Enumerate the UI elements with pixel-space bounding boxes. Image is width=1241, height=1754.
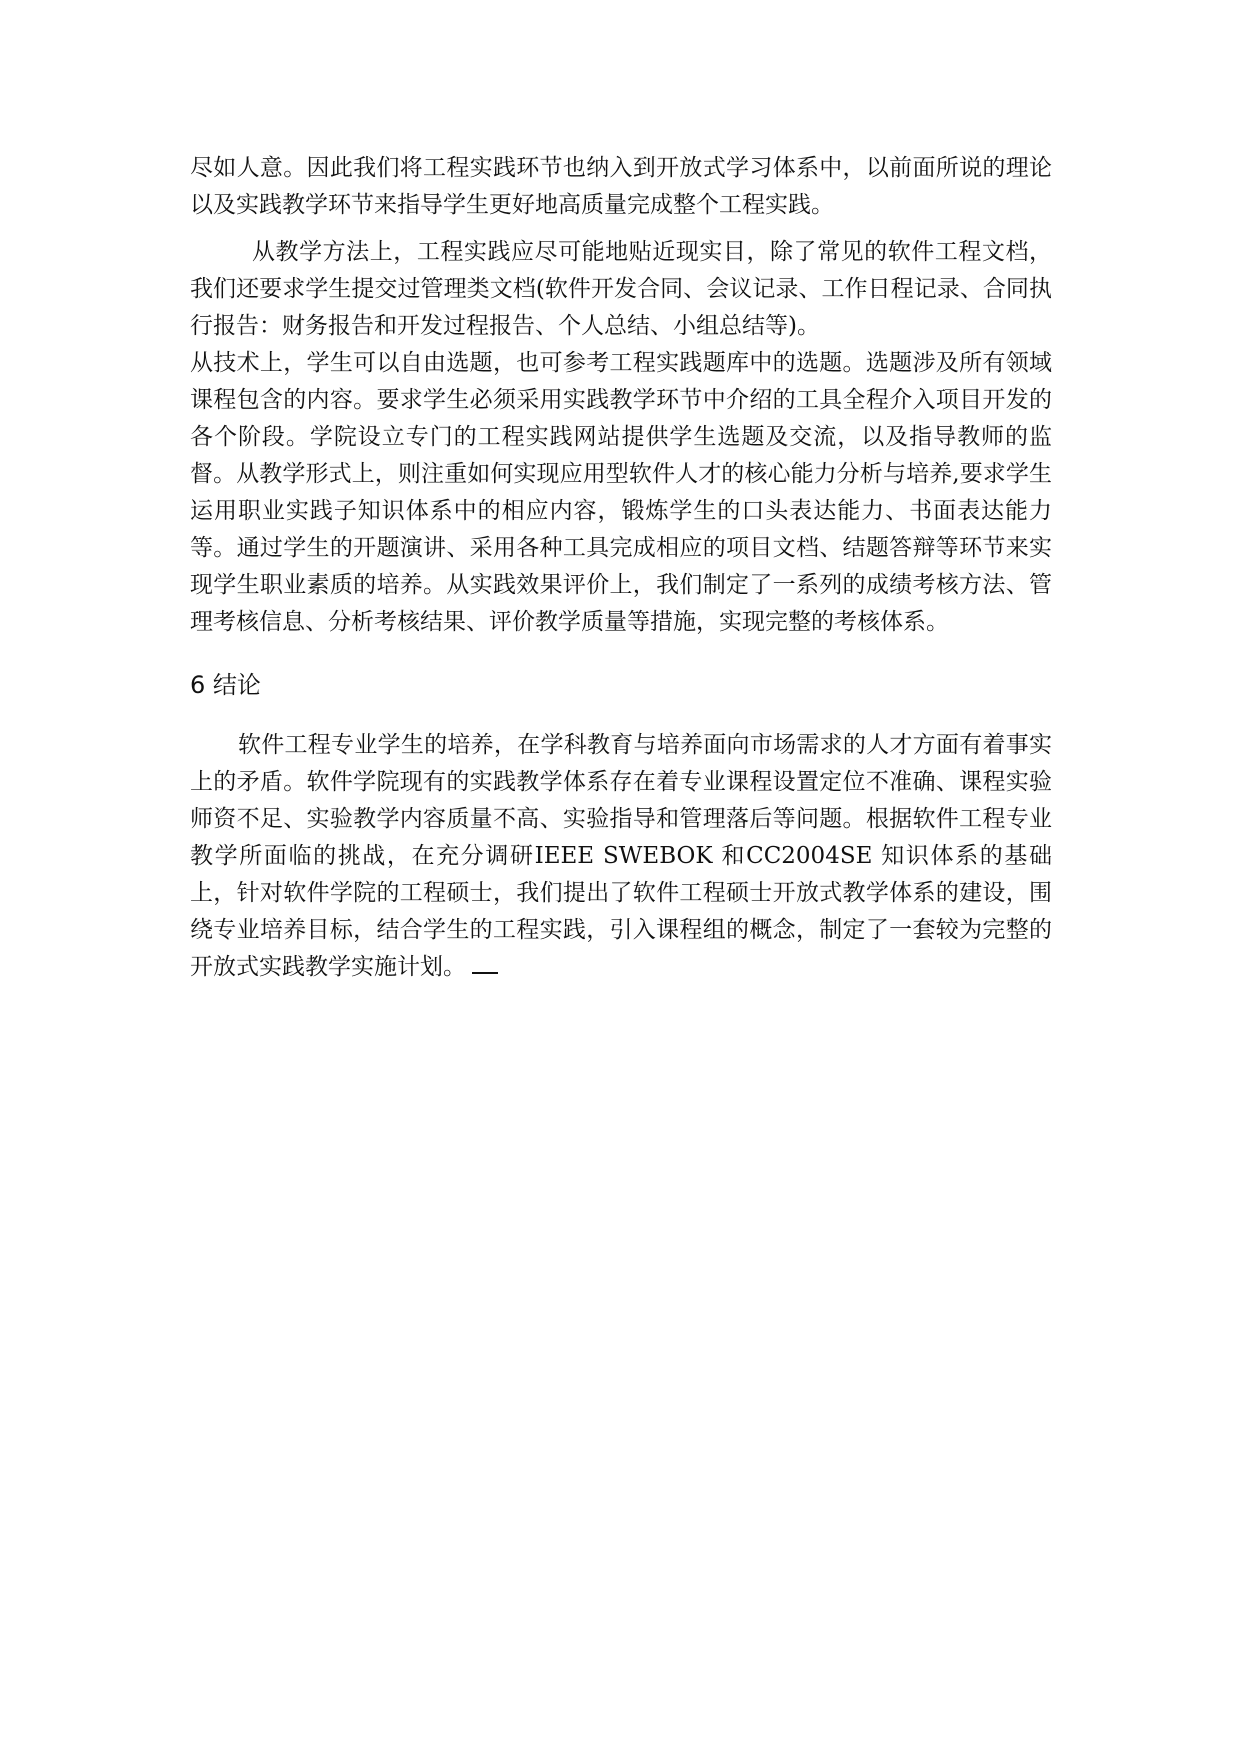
document-body [190, 150, 1052, 986]
section-heading-conclusion: 6 结论 [190, 671, 261, 699]
paragraph-conclusion [190, 727, 1052, 986]
paragraph-technical: 从技术上，学生可以自由选题，也可参考工程实践题库中的选题。选题涉及所有领域课程包含的内容。要求学生必须采用实践教学环节中介绍的工具全程介入项目开发的各个阶段。学院设立专门的工程实践网站提供学生选题及交流，以及指导教师的监督。从教学形式上，则注重如何实现应用型软件人才的核心能力分析与培养,要求学生运用职业实践子知识体系中的相应内容，锻炼学生的口头表达能力、书面表达能力等。通过学生的开题演讲、采用各种工具完成相应的项目文档、结题答辩等环节来实现学生职业素质的培养。从实践效果评价上，我们制定了一系列的成绩考核方法、管理考核信息、分析考核结果、评价教学质量等措施，实现完整的考核体系。 [190, 350, 1052, 635]
paragraph-teaching-method: 从教学方法上，工程实践应尽可能地贴近现实目，除了常见的软件工程文档，我们还要求学生提交过管理类文档(软件开发合同、会议记录、工作日程记录、合同执行报告：财务报告和开发过程报告、个人总结、小组总结等)。 [190, 239, 1052, 339]
paragraph-continuation: 尽如人意。因此我们将工程实践环节也纳入到开放式学习体系中，以前面所说的理论以及实践教学环节来指导学生更好地高质量完成整个工程实践。 [190, 155, 1052, 218]
conclusion-text: 软件工程专业学生的培养，在学科教育与培养面向市场需求的人才方面有着事实上的矛盾。软件学院现有的实践教学体系存在着专业课程设置定位不准确、课程实验师资不足、实验教学内容质量不高、实验指导和管理落后等问题。根据软件工程专业教学所面临的挑战，在充分调研IEEE SWEBOK 和CC2004SE 知识体系的基础上，针对软件学院的工程硕士，我们提出了软件工程硕士开放式教学体系的建设，围绕专业培养目标，结合学生的工程实践，引入课程组的概念，制定了一套较为完整的开放式实践教学实施计划。 [190, 732, 1052, 980]
text-cursor-underline [472, 972, 498, 974]
